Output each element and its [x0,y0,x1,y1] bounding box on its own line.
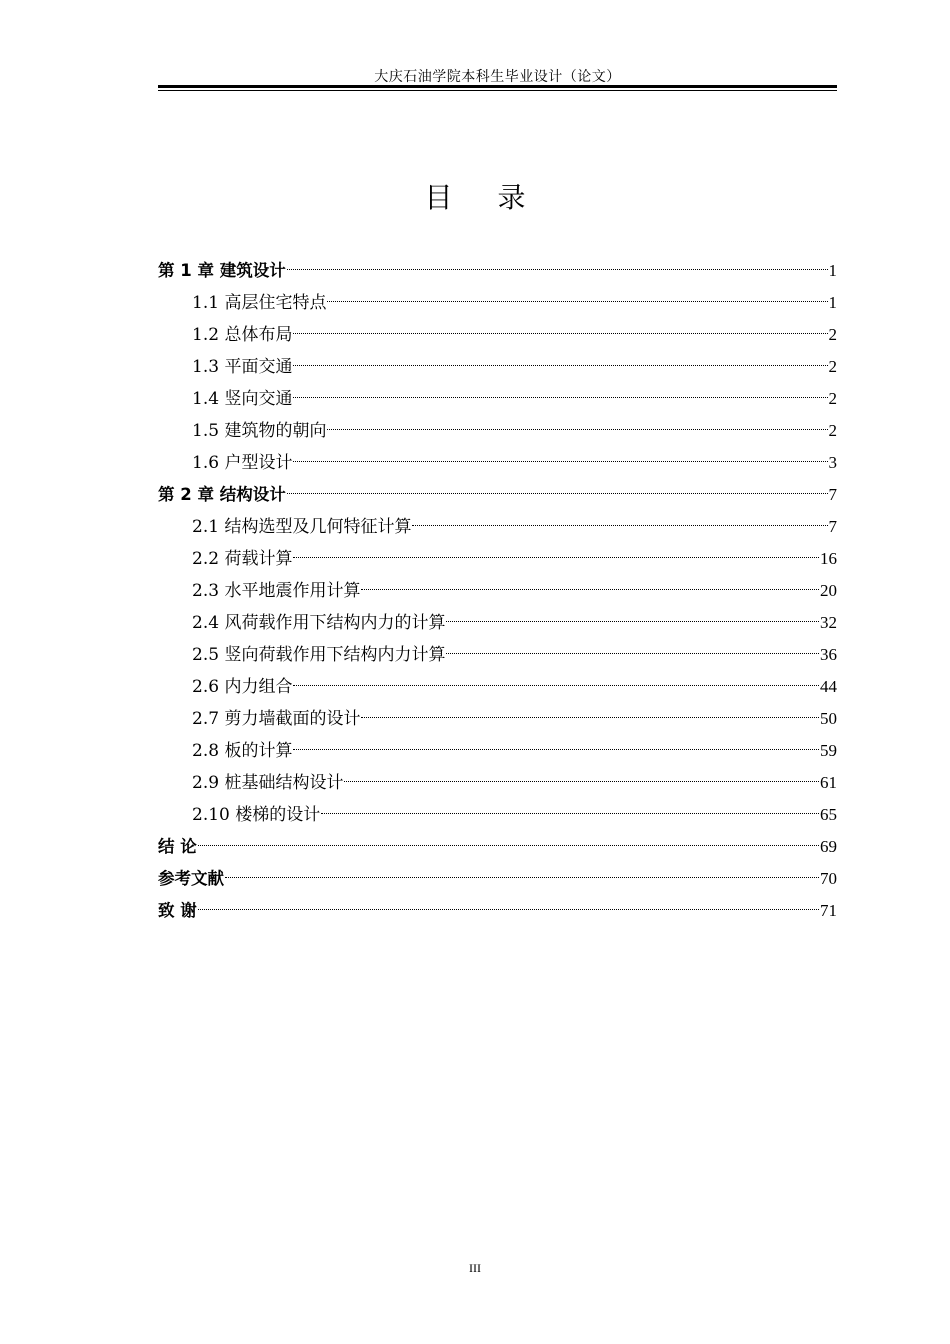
toc-entry[interactable] [158,895,837,927]
toc-dot-leader [321,813,819,814]
toc-dot-leader [412,525,827,526]
toc-entry-label: 1.6 户型设计 [192,453,293,473]
toc-entry-label: 2.2 荷载计算 [192,549,293,569]
toc-dot-leader [293,397,827,398]
toc-dot-leader [293,461,827,462]
toc-dot-leader [446,621,819,622]
toc-entry-page: 32 [820,613,837,632]
toc-dot-leader [225,877,819,878]
toc-entry[interactable] [158,511,837,543]
toc-entry-page: 1 [828,293,837,312]
toc-dot-leader [293,333,827,334]
toc-entry-page: 7 [828,485,837,504]
toc-entry[interactable] [158,287,837,319]
toc-entry-page: 2 [828,421,837,440]
toc-entry-label: 结 论 [158,837,197,856]
toc-entry-page: 7 [828,517,837,536]
toc-entry-page: 3 [828,453,837,472]
toc-entry-label: 1.2 总体布局 [192,325,293,345]
toc-entry-page: 70 [820,869,837,888]
toc-entry[interactable] [158,447,837,479]
toc-entry[interactable] [158,543,837,575]
toc-entry-label: 2.8 板的计算 [192,741,293,761]
toc-dot-leader [361,717,819,718]
toc-entry-page: 2 [828,325,837,344]
toc-entry-page: 1 [828,261,837,280]
toc-entry-page: 69 [820,837,837,856]
toc-entry[interactable] [158,575,837,607]
toc-entry[interactable] [158,351,837,383]
toc-dot-leader [446,653,819,654]
toc-entry[interactable] [158,255,837,287]
toc-dot-leader [287,493,828,494]
toc-entry-label: 2.6 内力组合 [192,677,293,697]
toc-entry-page: 20 [820,581,837,600]
toc-entry-label: 1.3 平面交通 [192,357,293,377]
toc-entry-label: 2.3 水平地震作用计算 [192,581,361,601]
toc-entry[interactable] [158,639,837,671]
toc-entry-label: 致 谢 [158,901,197,920]
toc-dot-leader [198,909,819,910]
toc-entry-page: 2 [828,389,837,408]
toc-entry[interactable] [158,671,837,703]
toc-entry-page: 16 [820,549,837,568]
toc-dot-leader [293,749,819,750]
toc-entry[interactable] [158,799,837,831]
toc-title: 目 录 [424,181,544,214]
toc-entry-page: 50 [820,709,837,728]
toc-entry-label: 2.9 桩基础结构设计 [192,773,344,793]
toc-list [158,255,837,927]
toc-dot-leader [327,301,827,302]
toc-entry-page: 61 [820,773,837,792]
toc-entry[interactable] [158,607,837,639]
toc-entry-page: 2 [828,357,837,376]
toc-entry-label: 2.7 剪力墙截面的设计 [192,709,361,729]
toc-dot-leader [361,589,819,590]
toc-entry-page: 65 [820,805,837,824]
toc-entry-label: 参考文献 [158,869,224,888]
toc-entry-label: 2.5 竖向荷载作用下结构内力计算 [192,645,446,665]
toc-dot-leader [293,557,819,558]
toc-entry-page: 71 [820,901,837,920]
toc-entry-page: 59 [820,741,837,760]
toc-entry-page: 44 [820,677,837,696]
toc-entry[interactable] [158,831,837,863]
toc-entry[interactable] [158,383,837,415]
toc-entry-label: 2.4 风荷载作用下结构内力的计算 [192,613,446,633]
toc-dot-leader [198,845,819,846]
header-rule-thick [158,85,837,88]
toc-dot-leader [293,685,819,686]
toc-entry-label: 1.5 建筑物的朝向 [192,421,327,441]
toc-entry[interactable] [158,735,837,767]
toc-entry-label: 第 1 章 建筑设计 [158,261,286,280]
page-header-title: 大庆石油学院本科生毕业设计（论文） [374,69,621,85]
toc-dot-leader [327,429,827,430]
toc-entry-label: 2.1 结构选型及几何特征计算 [192,517,412,537]
toc-entry[interactable] [158,319,837,351]
header-rule-thin [158,90,837,91]
toc-dot-leader [344,781,819,782]
toc-entry-page: 36 [820,645,837,664]
toc-dot-leader [287,269,828,270]
toc-entry[interactable] [158,767,837,799]
page-number: III [469,1261,481,1275]
toc-dot-leader [293,365,827,366]
toc-entry[interactable] [158,703,837,735]
toc-entry-label: 1.4 竖向交通 [192,389,293,409]
toc-entry[interactable] [158,479,837,511]
toc-entry[interactable] [158,415,837,447]
toc-entry-label: 第 2 章 结构设计 [158,485,286,504]
toc-entry-label: 1.1 高层住宅特点 [192,293,327,313]
toc-entry-label: 2.10 楼梯的设计 [192,805,321,825]
toc-entry[interactable] [158,863,837,895]
